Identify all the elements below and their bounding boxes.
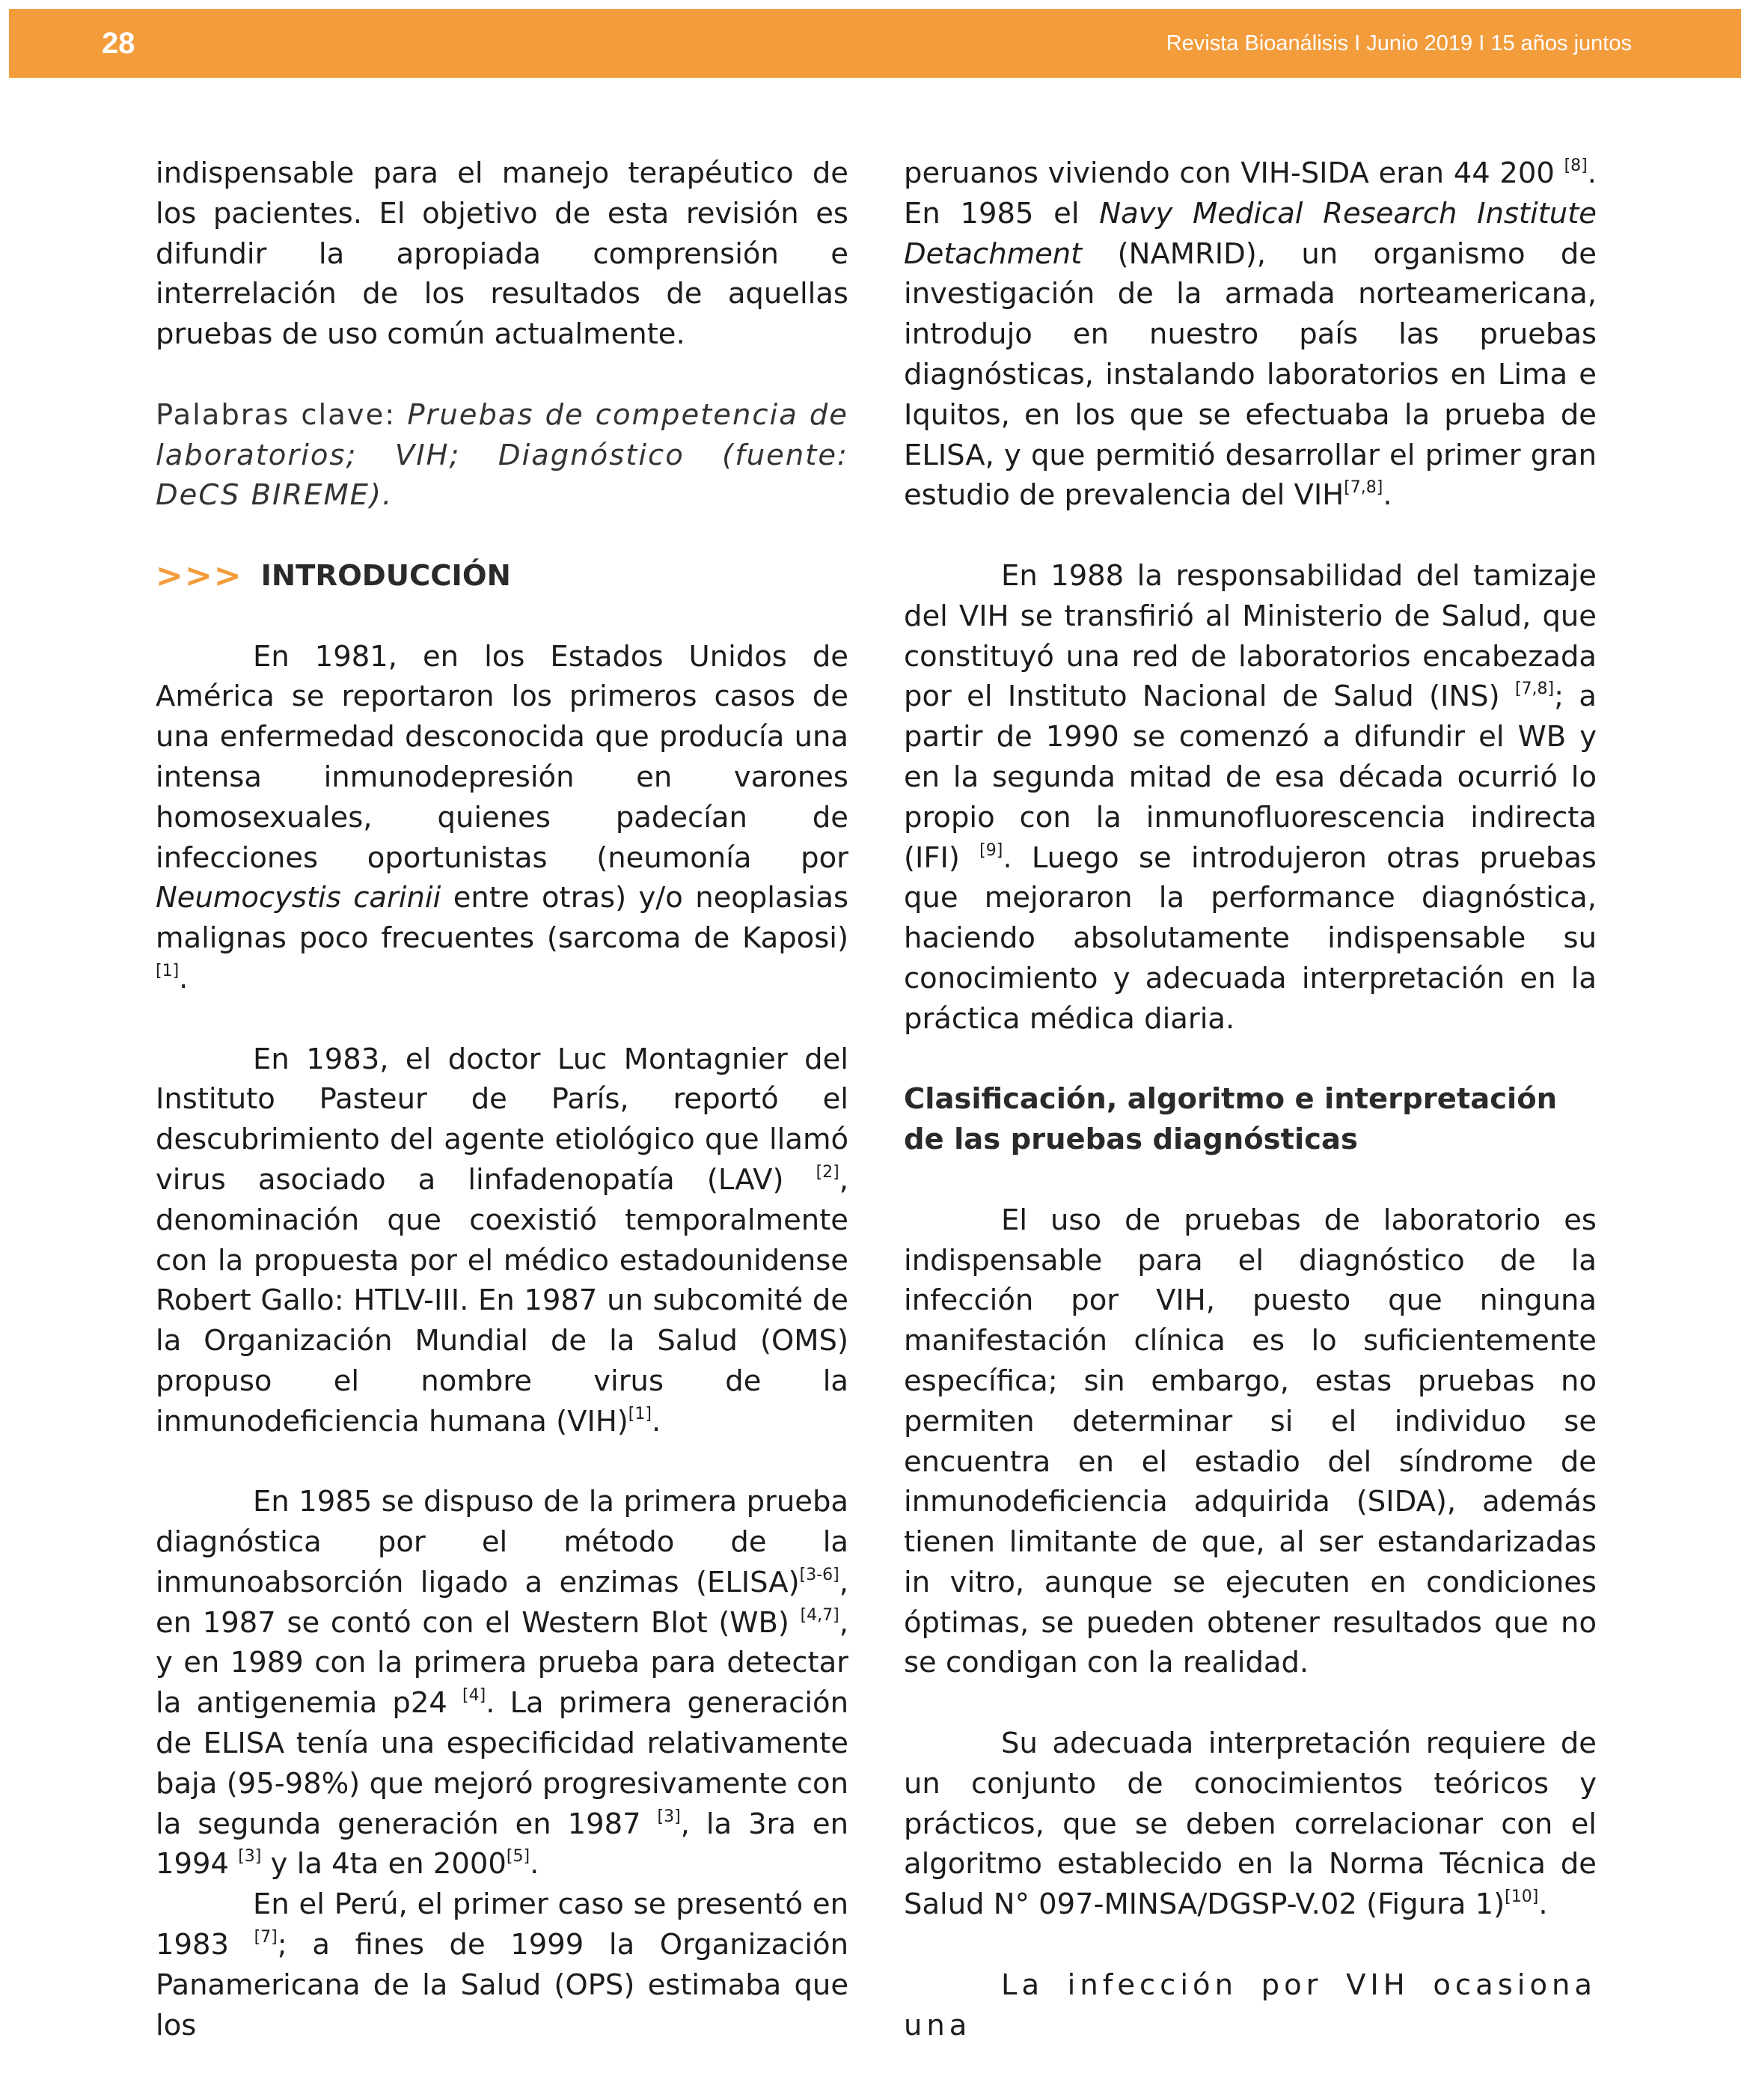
citation: [2] bbox=[816, 1162, 839, 1182]
text-run: , la 3ra en 1994 bbox=[156, 1807, 849, 1881]
text-run: ; a fines de 1999 la Organización Panamericana de la Salud (OPS) estimaba que los bbox=[156, 1928, 848, 2042]
citation: [1] bbox=[628, 1404, 652, 1423]
text-run: entre otras) y/o neoplasias malignas poco frecuentes (sarcoma de Kaposi) bbox=[156, 881, 848, 956]
text-run: . En 1985 el bbox=[904, 156, 1597, 231]
paragraph-uso-pruebas: El uso de pruebas de laboratorio es indispensable para el diagnóstico de la infección por VIH, puesto que ninguna manifestación clínica es lo suficientemente específica; sin embargo, estas pruebas no permiten determinar si el individuo se encuentra en el estadio del síndrome de inmunodeficiencia adquirida (SIDA), además tienen limitante de que, al ser estandarizadas in vitro, aunque se ejecuten en condiciones óptimas, se pueden obtener resultados que no se condigan con la realidad. bbox=[904, 1203, 1597, 1680]
paragraph-1983 bbox=[156, 1040, 848, 1442]
institution-name: Navy Medical Research Institute Detachment bbox=[904, 196, 1597, 271]
text-run: , en 1987 se contó con el Western Blot (WB) bbox=[156, 1565, 848, 1640]
text-run: , denominación que coexistió temporalmente con la propuesta por el médico estadounidense Robert Gallo: HTLV-III. En 1987 un subcomité de la Organización Mundial de la Salud (OMS) propuso el nombre virus de la inmunodeficiencia humana (VIH) bbox=[156, 1162, 848, 1438]
species-name: Neumocystis carinii bbox=[156, 881, 441, 915]
keywords-label: Palabras clave: bbox=[156, 397, 408, 432]
citation: [1] bbox=[156, 961, 180, 980]
text-run: En 1981, en los Estados Unidos de América se reportaron los primeros casos de una enfermedad desconocida que producía una intensa inmunodepresión en varones homosexuales, quienes padecían de infecciones oportunistas (neumonía por bbox=[156, 639, 848, 875]
citation: [3] bbox=[657, 1807, 681, 1826]
citation: [3-6] bbox=[799, 1565, 839, 1584]
citation: [10] bbox=[1505, 1887, 1539, 1907]
keywords-terms: Pruebas de competencia de laboratorios; VIH; Diagnóstico (fuente: DeCS BIREME). bbox=[156, 397, 848, 513]
text-run: . bbox=[1538, 1887, 1548, 1922]
running-head: Revista Bioanálisis I Junio 2019 I 15 años juntos bbox=[1166, 31, 1632, 55]
section-heading-clasificacion: Clasificación, algoritmo e interpretación de las pruebas diagnósticas bbox=[904, 1082, 1558, 1157]
text-run: (NAMRID), un organismo de investigación de la armada norteamericana, introdujo en nuestro país las pruebas diagnósticas, instalando laboratorios en Lima e Iquitos, en los que se efectuaba la prueba de ELISA, y que permitió desarrollar el primer gran estudio de prevalencia del VIH bbox=[904, 236, 1597, 513]
citation: [8] bbox=[1564, 156, 1588, 175]
citation: [7,8] bbox=[1514, 680, 1555, 699]
text-run: Su adecuada interpretación requiere de un conjunto de conocimientos teóricos y prácticos, que se deben correlacionar con el algoritmo establecido en la Norma Técnica de Salud N° 097-MINSA/DGSP-V.02 (Figura 1) bbox=[904, 1727, 1597, 1922]
text-run: ; a partir de 1990 se comenzó a difundir el WB y en la segunda mitad de esa década ocurrió lo propio con la inmunofluorescencia indirecta (IFI) bbox=[904, 680, 1597, 875]
page-number: 28 bbox=[102, 27, 135, 60]
text-run: . Luego se introdujeron otras pruebas que mejoraron la performance diagnóstica, haciendo absolutamente indispensable su conocimiento y adecuada interpretación en la práctica médica diaria. bbox=[904, 840, 1597, 1036]
citation: [7] bbox=[254, 1928, 278, 1947]
paragraph-objective: indispensable para el manejo terapéutico de los pacientes. El objetivo de esta revisión es difundir la apropiada comprensión e interrelación de los resultados de aquellas pruebas de uso común actualmente. bbox=[156, 156, 848, 352]
text-run: . bbox=[651, 1404, 661, 1438]
text-run: . bbox=[1383, 478, 1392, 513]
citation: [4] bbox=[462, 1686, 486, 1706]
text-run: . bbox=[530, 1847, 539, 1881]
section-heading-introduccion bbox=[156, 556, 848, 596]
text-run: y la 4ta en 2000 bbox=[261, 1847, 507, 1881]
text-run: En 1988 la responsabilidad del tamizaje del VIH se transfirió al Ministerio de Salud, que constituyó una red de laboratorios encabezada por el Instituto Nacional de Salud (INS) bbox=[904, 558, 1597, 714]
paragraph-peru bbox=[156, 1884, 848, 2045]
right-column bbox=[904, 153, 1597, 2045]
text-run: En 1985 se dispuso de la primera prueba diagnóstica por el método de la inmunoabsorción ligado a enzimas (ELISA) bbox=[156, 1485, 848, 1599]
chevron-arrows-icon: >>> bbox=[156, 556, 243, 595]
citation: [4,7] bbox=[800, 1605, 839, 1625]
citation: [3] bbox=[238, 1847, 262, 1867]
paragraph-1988 bbox=[904, 556, 1597, 1040]
paragraph-namrid bbox=[904, 153, 1597, 516]
text-run: , y en 1989 con la primera prueba para detectar la antigenemia p24 bbox=[156, 1605, 848, 1721]
citation: [7,8] bbox=[1344, 478, 1383, 498]
paragraph-interpretacion bbox=[904, 1724, 1597, 1925]
paragraph-1981 bbox=[156, 637, 848, 999]
text-run: . La primera generación de ELISA tenía una especificidad relativamente baja (95-98%) que mejoró progresivamente con la segunda generación en 1987 bbox=[156, 1686, 848, 1841]
paragraph-1985 bbox=[156, 1482, 848, 1884]
left-column bbox=[156, 153, 848, 2045]
text-run: peruanos viviendo con VIH-SIDA eran 44 200 bbox=[904, 156, 1564, 190]
text-run: En el Perú, el primer caso se presentó en 1983 bbox=[156, 1887, 848, 1962]
section-title: INTRODUCCIÓN bbox=[260, 558, 511, 593]
citation: [5] bbox=[506, 1847, 530, 1867]
citation: [9] bbox=[979, 840, 1003, 860]
header-bar bbox=[9, 9, 1741, 78]
keywords bbox=[156, 395, 848, 516]
text-run: . bbox=[179, 961, 189, 995]
paragraph-infeccion: La infección por VIH ocasiona una bbox=[904, 1968, 1597, 2042]
text-run: En 1983, el doctor Luc Montagnier del Instituto Pasteur de París, reportó el descubrimiento del agente etiológico que llamó virus asociado a linfadenopatía (LAV) bbox=[156, 1042, 848, 1197]
